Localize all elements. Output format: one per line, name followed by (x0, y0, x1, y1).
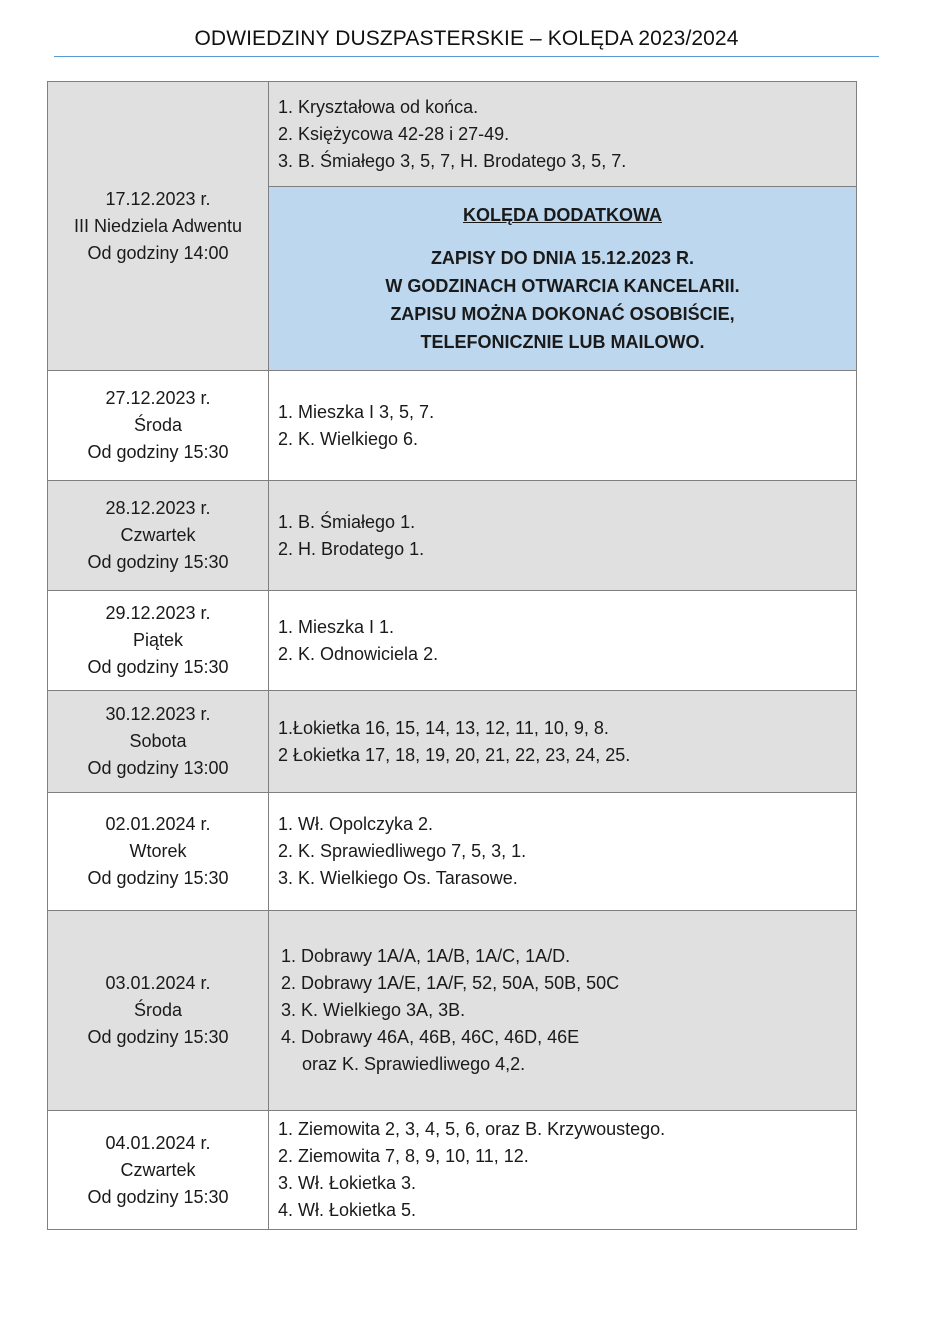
visit-date: 27.12.2023 r. (105, 388, 211, 408)
visit-date: 02.01.2024 r. (105, 814, 211, 834)
visit-day: Piątek (132, 630, 184, 650)
visit-date: 28.12.2023 r. (105, 498, 211, 518)
street-item: 3. B. Śmiałego 3, 5, 7, H. Brodatego 3, 5, 7. (278, 150, 627, 171)
visit-day: Środa (133, 415, 183, 435)
visit-time: Od godziny 15:30 (87, 1027, 229, 1047)
street-item: 1. Mieszka I 1. (278, 616, 395, 637)
schedule-table (47, 81, 857, 1230)
street-item: 4. Dobrawy 46A, 46B, 46C, 46D, 46E (281, 1027, 580, 1047)
street-item: 1. Kryształowa od końca. (278, 96, 479, 117)
street-item: 4. Wł. Łokietka 5. (278, 1200, 417, 1220)
date-cell (48, 591, 269, 691)
notice-line: W GODZINACH OTWARCIA KANCELARII. (385, 275, 740, 296)
street-item: 1. Ziemowita 2, 3, 4, 5, 6, oraz B. Krzywoustego. (278, 1119, 666, 1139)
date-cell (48, 793, 269, 911)
visit-time: Od godziny 15:30 (87, 442, 229, 462)
schedule-row-03-01 (48, 911, 857, 1111)
additional-visit-notice (269, 187, 857, 371)
streets-cell (269, 82, 857, 187)
street-item: 2. H. Brodatego 1. (278, 538, 425, 559)
date-cell (48, 371, 269, 481)
street-item: 2. Księżycowa 42-28 i 27-49. (278, 123, 510, 144)
notice-line: ZAPISY DO DNIA 15.12.2023 R. (430, 247, 695, 268)
street-item: 1. Mieszka I 3, 5, 7. (278, 401, 435, 422)
date-cell (48, 691, 269, 793)
street-item: 2 Łokietka 17, 18, 19, 20, 21, 22, 23, 24, 25. (278, 744, 631, 765)
visit-date: 04.01.2024 r. (105, 1132, 211, 1153)
street-item-continuation: oraz K. Sprawiedliwego 4,2. (302, 1054, 526, 1074)
date-cell (48, 481, 269, 591)
street-item: 2. Dobrawy 1A/E, 1A/F, 52, 50A, 50B, 50C (281, 973, 620, 993)
schedule-row-27-12 (48, 371, 857, 481)
streets-cell (269, 911, 857, 1111)
date-cell (48, 911, 269, 1111)
streets-cell (269, 481, 857, 591)
title-underline (54, 56, 879, 57)
street-item: 1. Wł. Opolczyka 2. (278, 814, 434, 834)
streets-cell (269, 793, 857, 911)
streets-cell (269, 691, 857, 793)
schedule-row-17-12 (48, 82, 857, 187)
page-title: ODWIEDZINY DUSZPASTERSKIE – KOLĘDA 2023/2024 (194, 27, 739, 50)
notice-line: ZAPISU MOŻNA DOKONAĆ OSOBIŚCIE, (390, 303, 735, 324)
schedule-row-28-12 (48, 481, 857, 591)
visit-day: Sobota (129, 731, 187, 751)
streets-cell (269, 591, 857, 691)
visit-time: Od godziny 15:30 (87, 552, 229, 572)
schedule-row-29-12 (48, 591, 857, 691)
visit-date: 30.12.2023 r. (105, 704, 211, 724)
visit-date: 03.01.2024 r. (105, 973, 211, 993)
schedule-row-02-01 (48, 793, 857, 911)
visit-day: Czwartek (120, 1159, 196, 1180)
street-item: 1. B. Śmiałego 1. (278, 511, 416, 532)
schedule-row-04-01 (48, 1111, 857, 1230)
schedule-row-30-12 (48, 691, 857, 793)
street-item: 1. Dobrawy 1A/A, 1A/B, 1A/C, 1A/D. (281, 946, 571, 966)
notice-line: TELEFONICZNIE LUB MAILOWO. (420, 331, 705, 352)
street-item: 2. K. Odnowiciela 2. (278, 643, 439, 664)
visit-time: Od godziny 15:30 (87, 1186, 229, 1207)
visit-time: Od godziny 15:30 (87, 657, 229, 677)
street-item: 3. K. Wielkiego Os. Tarasowe. (278, 868, 518, 888)
street-item: 2. Ziemowita 7, 8, 9, 10, 11, 12. (278, 1146, 529, 1166)
visit-day: Wtorek (129, 841, 187, 861)
notice-heading: KOLĘDA DODATKOWA (463, 204, 662, 225)
date-cell (48, 1111, 269, 1230)
streets-cell (269, 1111, 857, 1230)
date-cell (48, 82, 269, 371)
street-item: 3. K. Wielkiego 3A, 3B. (281, 1000, 466, 1020)
visit-date: 17.12.2023 r. (105, 188, 211, 209)
visit-day: III Niedziela Adwentu (73, 215, 243, 236)
street-item: 1.Łokietka 16, 15, 14, 13, 12, 11, 10, 9, 8. (278, 717, 609, 738)
visit-time: Od godziny 13:00 (87, 758, 229, 778)
street-item: 3. Wł. Łokietka 3. (278, 1173, 417, 1193)
visit-day: Środa (133, 1000, 183, 1020)
visit-date: 29.12.2023 r. (105, 603, 211, 623)
visit-time: Od godziny 14:00 (87, 242, 229, 263)
visit-day: Czwartek (120, 525, 196, 545)
street-item: 2. K. Wielkiego 6. (278, 428, 419, 449)
street-item: 2. K. Sprawiedliwego 7, 5, 3, 1. (278, 841, 527, 861)
streets-cell (269, 371, 857, 481)
visit-time: Od godziny 15:30 (87, 868, 229, 888)
